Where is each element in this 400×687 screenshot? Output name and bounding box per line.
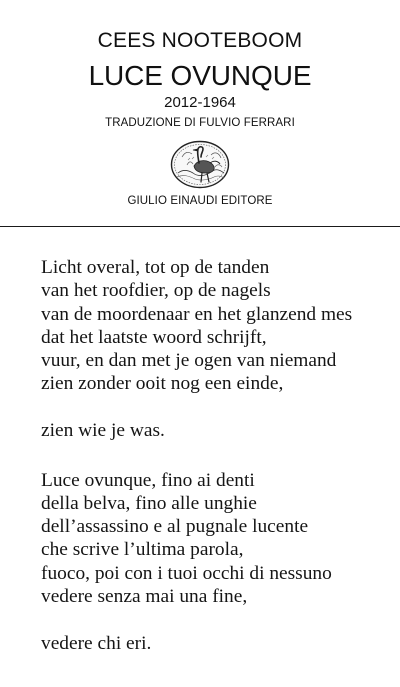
- poem-line: dell’assassino e al pugnale lucente: [41, 516, 309, 538]
- poem-line: zien zonder ooit nog een einde,: [41, 373, 284, 395]
- einaudi-ostrich-emblem-icon: [170, 139, 230, 190]
- dutch-stanza-2: [41, 419, 391, 442]
- header-divider: [0, 226, 400, 227]
- poem-line: della belva, fino alle unghie: [41, 492, 257, 514]
- poem-line: van het roofdier, op de nagels: [41, 280, 271, 302]
- poem-line: dat het laatste woord schrijft,: [41, 326, 267, 348]
- dutch-stanza-1: [41, 256, 391, 396]
- author-name: CEES NOOTEBOOM: [97, 29, 303, 52]
- publisher-name: GIULIO EINAUDI EDITORE: [127, 195, 273, 207]
- poem-text: [41, 256, 391, 679]
- poem-line: zien wie je was.: [41, 420, 165, 442]
- poem-line: vedere chi eri.: [41, 632, 152, 654]
- italian-stanza-2: [41, 632, 391, 655]
- poem-line: van de moordenaar en het glanzend mes: [41, 303, 353, 325]
- publication-years: 2012-1964: [164, 94, 236, 111]
- poem-line: Licht overal, tot op de tanden: [41, 257, 270, 278]
- poem-line: fuoco, poi con i tuoi occhi di nessuno: [41, 562, 332, 584]
- italian-stanza-1: [41, 469, 391, 609]
- poem-line: vuur, en dan met je ogen van niemand: [41, 350, 337, 372]
- poem-line: vedere senza mai una fine,: [41, 586, 248, 608]
- poem-line: che scrive l’ultima parola,: [41, 539, 244, 561]
- translator-credit: TRADUZIONE DI FULVIO FERRARI: [105, 117, 295, 129]
- book-title: LUCE OVUNQUE: [88, 60, 312, 91]
- poem-line: Luce ovunque, fino ai denti: [41, 469, 255, 491]
